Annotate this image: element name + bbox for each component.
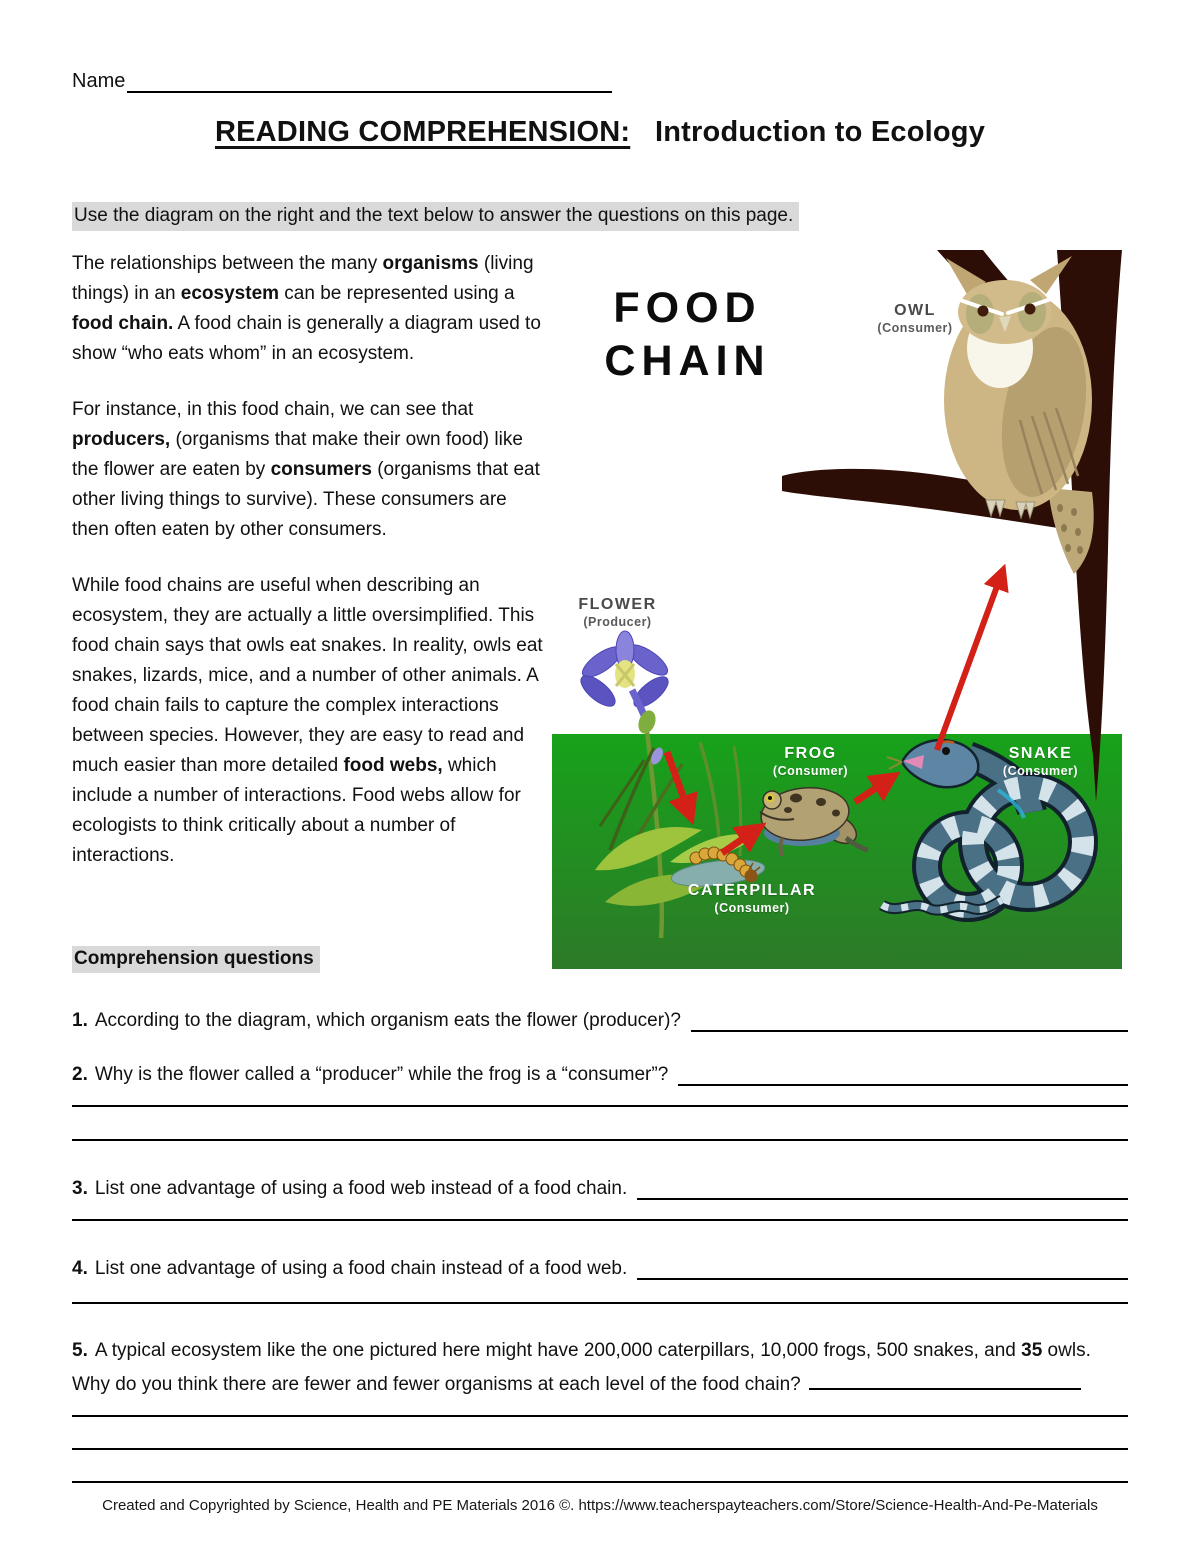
title-main: READING COMPREHENSION: (214, 116, 631, 148)
question-3 (72, 1174, 1128, 1204)
instruction-banner: Use the diagram on the right and the text below to answer the questions on this page. (72, 202, 799, 231)
question-2 (72, 1060, 1128, 1090)
owl-label: OWL (Consumer) (877, 302, 953, 335)
question-2-answer-line-3 (72, 1139, 1128, 1141)
name-label: Name (72, 70, 126, 92)
diagram-title-line2: CHAIN (604, 337, 771, 385)
owl-eye-right (1025, 304, 1036, 315)
paragraph-2: For instance, in this food chain, we can see that producers, (organisms that make their own food) like the flower are eaten by consumers (organisms that eat other living things to survive). These consumers are then often eaten by other consumers. (72, 399, 540, 540)
diagram-title (570, 282, 805, 388)
question-4 (72, 1254, 1128, 1284)
copyright-footer: Created and Copyrighted by Science, Health and PE Materials 2016 ©. https://www.teacherspayteachers.com/Store/Science-Health-And-Pe-Materials (102, 1497, 1098, 1514)
question-5-answer-line-2 (72, 1415, 1128, 1417)
diagram-title-line1: FOOD (613, 284, 762, 332)
snake-label: SNAKE (Consumer) (1002, 745, 1079, 778)
question-3-number: 3. (72, 1178, 88, 1199)
frog-label: FROG (Consumer) (772, 745, 849, 778)
name-row (72, 70, 612, 93)
question-3-text: List one advantage of using a food web instead of a food chain. (94, 1178, 628, 1199)
caterpillar-label: CATERPILLAR (Consumer) (687, 882, 817, 915)
question-2-answer-line-2 (72, 1105, 1128, 1107)
paragraph-3: While food chains are useful when describing an ecosystem, they are actually a little oversimplified. This food chain says that owls eat snakes. In reality, owls eat snakes, lizards, mice, and a number of other animals. A food chain fails to capture the complex interactions between species. However, they are easy to read and much easier than more detailed food webs, which include a number of interactions. Food webs allow for ecologists to think critically about a number of interactions. (72, 575, 543, 866)
name-write-line (127, 70, 612, 93)
flower-label: FLOWER (Producer) (578, 596, 657, 629)
question-3-answer-line-2 (72, 1219, 1128, 1221)
title-spacer (639, 116, 656, 148)
arrow-snake-to-owl (937, 570, 1003, 750)
question-4-number: 4. (72, 1258, 88, 1279)
title-subject: Introduction to Ecology (655, 116, 986, 148)
snake-eye (942, 747, 950, 755)
question-2-answer-line (678, 1084, 1128, 1086)
question-1 (72, 1006, 1128, 1036)
question-4-answer-line-2 (72, 1302, 1128, 1304)
question-4-text: List one advantage of using a food chain instead of a food web. (94, 1258, 628, 1279)
page-title (0, 116, 1200, 149)
question-1-text: According to the diagram, which organism eats the flower (producer)? (94, 1010, 681, 1031)
question-2-number: 2. (72, 1064, 88, 1085)
question-5-answer-line-4 (72, 1481, 1128, 1483)
question-5-number: 5. (72, 1340, 88, 1361)
question-5-answer-line (809, 1370, 1081, 1390)
paragraph-1: The relationships between the many organisms (living things) in an ecosystem can be represented using a food chain. A food chain is generally a diagram used to show “who eats whom” in an ecosystem. (72, 253, 541, 364)
food-chain-diagram (550, 250, 1135, 990)
question-1-number: 1. (72, 1010, 88, 1031)
question-2-text: Why is the flower called a “producer” while the frog is a “consumer”? (94, 1064, 669, 1085)
question-5-answer-line-3 (72, 1448, 1128, 1450)
question-4-answer-line (637, 1278, 1128, 1280)
question-3-answer-line (637, 1198, 1128, 1200)
questions-header: Comprehension questions (72, 946, 320, 973)
article-text (72, 249, 544, 897)
question-5-text: A typical ecosystem like the one pictured here might have 200,000 caterpillars, 10,000 frogs, 500 snakes, and 35 owls. Why do you think there are fewer and fewer organisms at each level of the food chain? (72, 1340, 1091, 1395)
question-5 (72, 1334, 1128, 1402)
question-1-answer-line (691, 1030, 1128, 1032)
